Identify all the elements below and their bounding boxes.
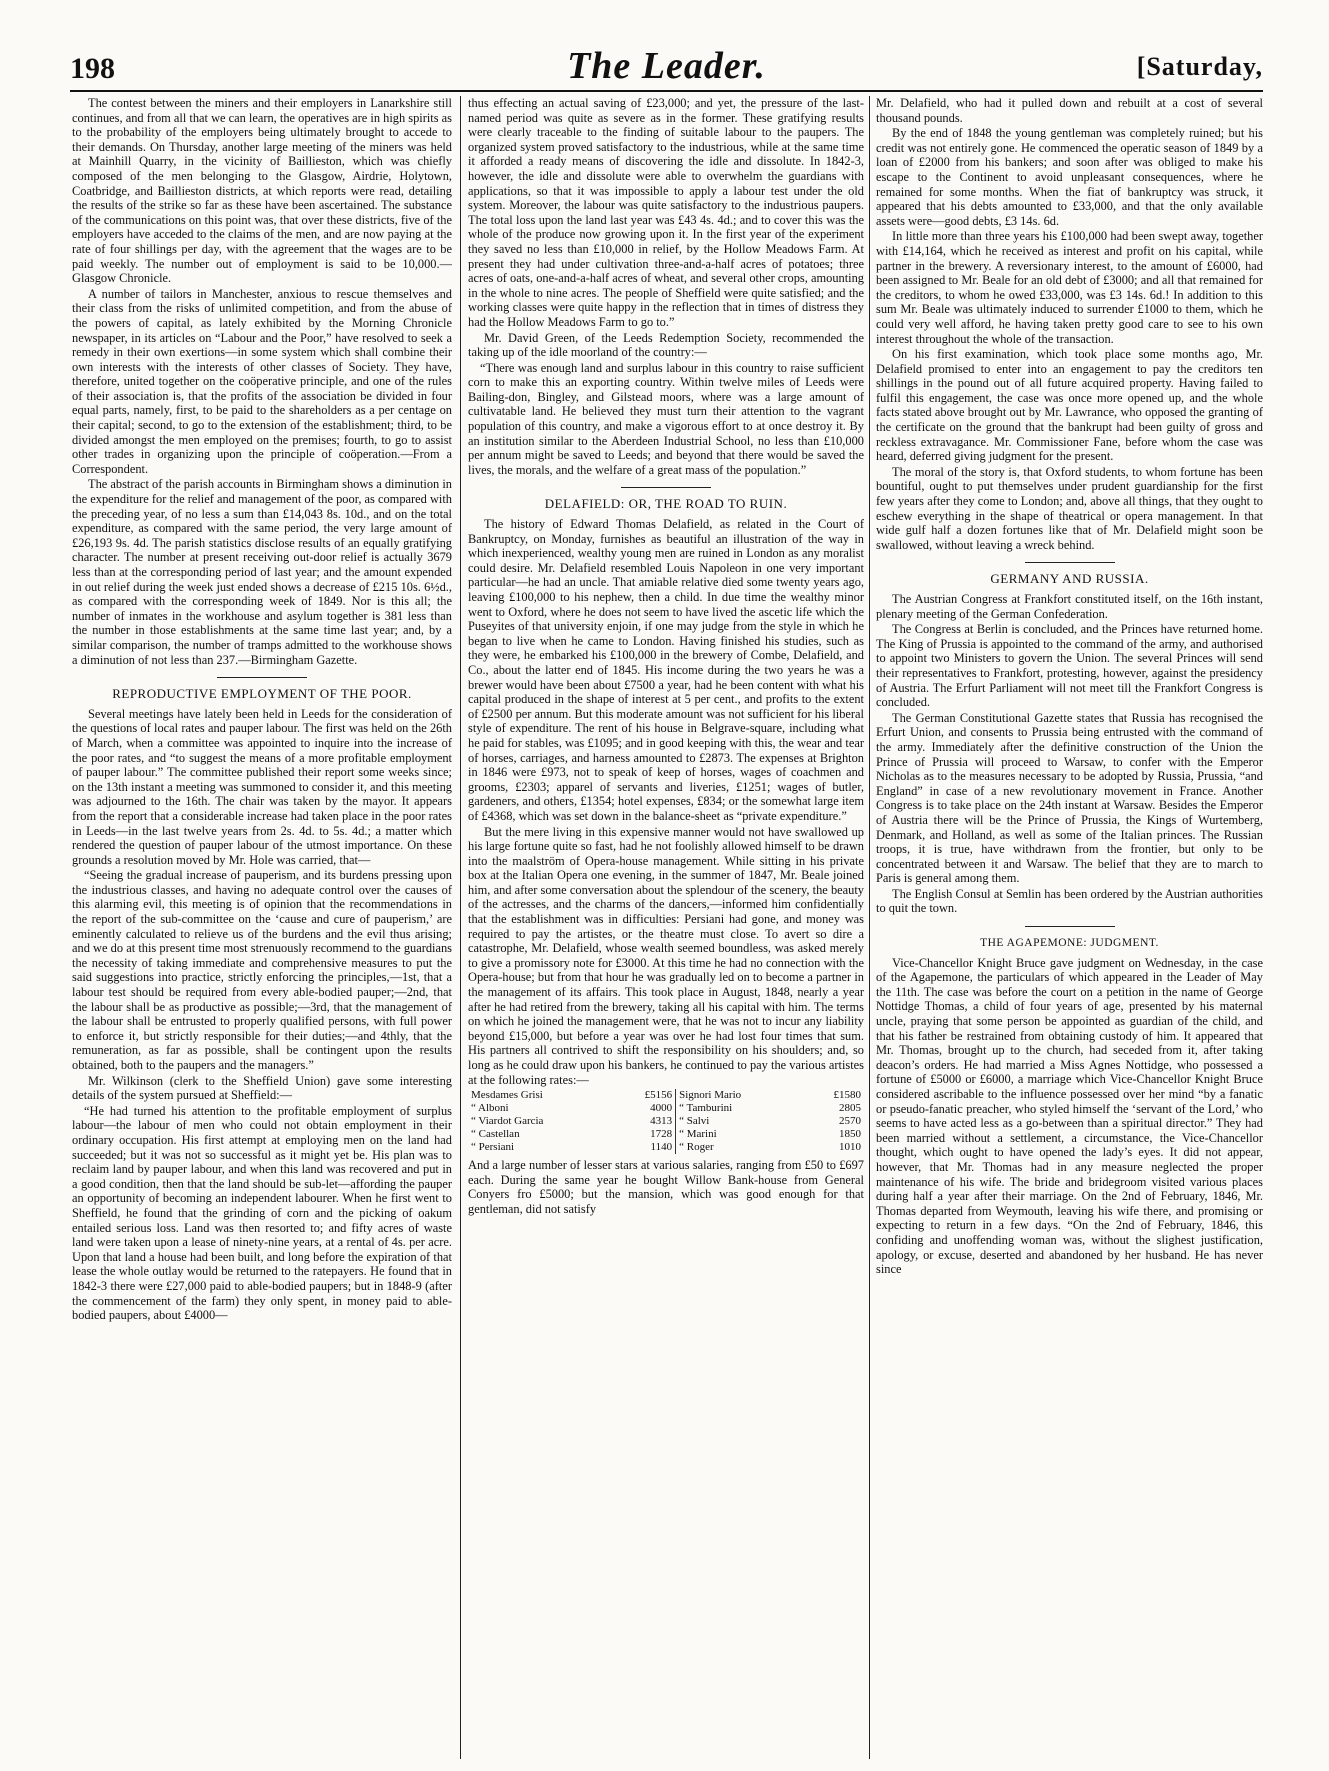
masthead [70, 44, 1263, 92]
section-heading: DELAFIELD: OR, THE ROAD TO RUIN. [544, 496, 788, 512]
section-separator [621, 487, 711, 488]
table-row: “ Viardot Garcia 4313 “ Salvi 2570 [471, 1115, 861, 1128]
table-row: “ Castellan 1728 “ Marini 1850 [471, 1128, 861, 1141]
article-paragraph: Several meetings have lately been held in Leeds for the consideration of the questions of local rates and pauper labour. The first was held on the 26th of March, when a committee was appointed to inquire into the increase of the poor rates, and “to suggest the means of a more profitable employment of pauper labour.” The committee published their report some weeks since; on the 13th instant a meeting was summoned to consider it, and this meeting was adjourned to the 16th. The chair was taken by the mayor. It appears from the report that a considerable increase had taken place in the poor rates in Leeds—in the last twelve years from 2s. 4d. to 5s. 4d.; a matter which rendered the question of pauper labour of the utmost importance. On these grounds a resolution moved by Mr. Hole was carried, that— [72, 706, 452, 867]
section-heading: THE AGAPEMONE: JUDGMENT. [980, 937, 1159, 950]
artistes-salary-table [468, 1089, 864, 1154]
column-divider [869, 96, 870, 1759]
article-paragraph: Mr. Delafield, who had it pulled down and rebuilt at a cost of several thousand pounds. [876, 96, 1263, 125]
issue-day: [Saturday, [1136, 52, 1263, 81]
table-row: “ Persiani 1140 “ Roger 1010 [471, 1141, 861, 1154]
quoted-paragraph: “There was enough land and surplus labour in this country to raise sufficient corn to make this an exporting country. Within twelve miles of Leeds were Bailing-don, Bingley, and Gilstead moors, where was a large amount of cultivatable land. He believed they must turn their attention to the vagrant population of this country, and make a vigorous effort to at once destroy it. By an institution similar to the Aberdeen Industrial School, no less than £10,000 per annum might be saved to Leeds; and beyond that there would be saved the lives, the morals, and the welfare of a great mass of the population.” [468, 360, 864, 477]
article-paragraph: The German Constitutional Gazette states that Russia has recognised the Erfurt Union, and consents to Prussia being entrusted with the command of the army. Immediately after the definitive construction of the Union the Prince of Prussia will proceed to Warsaw, to confer with the Emperor Nicholas as to the measures necessary to be adopted by Russia, Prussia, “and England” in case of a new revolutionary movement in France. Another Congress is to take place on the 24th instant at Warsaw. Besides the Emperor of Austria there will be the Prince of Prussia, the Kings of Wurtemberg, Denmark, and Holland, as well as some of the Italian princes. The Russian troops, it is true, have withdrawn from the frontier, but only to be concentrated between it and Warsaw. The belief that they are to march to Paris is general among them. [876, 710, 1263, 886]
table-row: Mesdames Grisi £5156 Signori Mario £1580 [471, 1089, 861, 1102]
quoted-paragraph: “He had turned his attention to the profitable employment of surplus labour—the labour of men who could not obtain employment in their ordinary occupation. His first attempt at employing men on the land had succeeded; but it was not so successful as it might yet be. His plan was to reclaim land by pauper labour, and when this land was recovered and put in a good condition, then that the land should be sub-let—affording the pauper an opportunity of becoming an independent labourer. When he first went to Sheffield, he found that the grinding of corn and the picking of oakum entailed serious loss. Land was then resorted to; and fifty acres of waste land were taken upon a lease of ninety-nine years, at a rental of 4s. per acre. Upon that land a house had been built, and long before the expiration of that lease the whole outlay would be returned to the ratepayers. He found that in 1842-3 there were £27,000 paid to able-bodied paupers; but in 1848-9 (after the commencement of the farm) they only spent, in money paid to able-bodied paupers, about £4000— [72, 1103, 452, 1323]
article-paragraph: The contest between the miners and their employers in Lanarkshire still continues, and from all that we can learn, the operatives are in high spirits as to the probability of the employers being ultimately brought to accede to their demands. On Thursday, another large meeting of the miners was held at Mainhill Quarry, in the vicinity of Baillieston, which was chiefly composed of the men belonging to the Glasgow, Airdrie, Holytown, Coatbridge, and Baillieston districts, at which reports were read, detailing the results of the strike so far as these have been ascertained. The substance of the communications on this point was, that over these districts, five of the employers have acceded to the claims of the men, and are now paying at the rate of four shillings per day, with the agreement that the wages are to be paid weekly. The number out of employment is said to be 10,000.—Glasgow Chronicle. [72, 96, 452, 286]
section-heading: REPRODUCTIVE EMPLOYMENT OF THE POOR. [112, 686, 412, 702]
article-paragraph: The Congress at Berlin is concluded, and the Princes have returned home. The King of Prussia is appointed to the command of the army, and authorised to appoint two Ministers to govern the Union. The several Princes will send their representatives to Frankfort, protesting, however, against the presidency of Austria. The Erfurt Parliament will not meet till the Frankfort Congress is concluded. [876, 622, 1263, 710]
article-paragraph: In little more than three years his £100,000 had been swept away, together with £14,164, which he received as interest and profit on his capital, while partner in the brewery. A reversionary interest, to the amount of £6000, had been assigned to Mr. Beale for an old debt of £3000; and all that remained for the creditors, to whom he owed £33,000, was £3 14s. 6d.! In addition to this sum Mr. Beale was ultimately induced to surrender £1000 to them, which he could very well afford, he having taken pretty good care to see to his own interest throughout the whole of the transaction. [876, 229, 1263, 346]
article-paragraph: The history of Edward Thomas Delafield, as related in the Court of Bankruptcy, on Monday, furnishes as beautiful an illustration of the way in which inexperienced, wealthy young men are ruined in London as any moralist could desire. Mr. Delafield resembled Louis Napoleon in one very important particular—he had an uncle. That amiable relative died some twenty years ago, leaving £100,000 to his nephew, then a child. In due time the wealthy minor went to Oxford, where he does not seem to have lived the ascetic life which the Puseyites of that university enjoin, if one may judge from the style in which he began to live when he came to London. Having finished his studies, such as they were, he embarked his £100,000 in the brewery of Combe, Delafield, and Co., about the latter end of 1845. His income during the two years he was a brewer would have been about £7500 a year, had he been content with what his capital produced in the shape of interest at 5 per cent., and profits to the extent of £2500 per annum. But this moderate amount was not sufficient for his liberal style of expenditure. The rent of his house in Belgrave-square, including what he paid for stables, was £1095; and in good keeping with this, the wear and tear of horses, carriages, and harness amounted to £2873. The expenses at Brighton in 1846 were £973, not to speak of keep of horses, wages of coachmen and grooms, £2303; apparel of servants and liveries, £1251; wages of butler, gardeners, and others, £1354; hotel expenses, £834; or the somewhat large item of £4368, which was set down in the balance-sheet as “private expenditure.” [468, 517, 864, 823]
article-paragraph: The moral of the story is, that Oxford students, to whom fortune has been bountiful, ought to put themselves under prudent guardianship for the first few years after they come to London; and, above all things, that they ought to eschew everything in the shape of theatrical or opera management. In that wide gulf half a dozen fortunes like that of Mr. Delafield might soon be swallowed, without leaving a wreck behind. [876, 464, 1263, 552]
article-paragraph: Mr. David Green, of the Leeds Redemption Society, recommended the taking up of the idle moorland of the country:— [468, 330, 864, 360]
section-separator [1025, 562, 1115, 563]
article-paragraph: By the end of 1848 the young gentleman was completely ruined; but his credit was not entirely gone. He commenced the operatic season of 1849 by a loan of £2000 from his bankers; and soon after was obliged to make his escape to the Continent to avoid unpleasant consequences, where he remained for some months. When the fiat of bankruptcy was struck, it appeared that his debts amounted to £33,000, and that the only available assets were—good debts, £3 14s. 6d. [876, 126, 1263, 228]
article-paragraph: And a large number of lesser stars at various salaries, ranging from £50 to £697 each. During the same year he bought Willow Bank-house from General Conyers fro £5000; but the mansion, which was good enough for that gentleman, did not satisfy [468, 1158, 864, 1216]
article-paragraph: But the mere living in this expensive manner would not have swallowed up his large fortune quite so fast, had he not foolishly allowed himself to be drawn into the maalström of Opera-house management. While sitting in his private box at the Italian Opera one evening, in the summer of 1847, Mr. Beale joined him, and after some conversation about the splendour of the scenery, the beauty of the actresses, and the charms of the dancers,—informed him confidentially that the establishment was in difficulties: Persiani had gone, and money was required to pay the artistes, or the theatre must close. To avert so dire a catastrophe, Mr. Delafield, whose wealth seemed boundless, was asked merely to give a promissory note for £3000. At this time he had no connection with the Opera-house; but from that hour he was gradually led on to become a partner in the management of its affairs. This took place in August, 1848, nearly a year after he had retired from the brewery, taking all his capital with him. The terms on which he joined the management were, that he was not to incur any liability beyond £15,000, but before a year was over he had lost four times that sum. His partners all contrived to shift the responsibility on his shoulders; and, so long as he could draw upon his bankers, he continued to pay the various artistes at the following rates:— [468, 824, 864, 1087]
section-separator [217, 677, 307, 678]
masthead-rule [70, 90, 1263, 92]
article-paragraph: The Austrian Congress at Frankfort constituted itself, on the 16th instant, plenary meeting of the German Confederation. [876, 592, 1263, 621]
article-paragraph: Mr. Wilkinson (clerk to the Sheffield Union) gave some interesting details of the system pursued at Sheffield:— [72, 1073, 452, 1103]
column-2 [468, 96, 864, 1759]
section-separator [1025, 926, 1115, 927]
column-1 [72, 96, 452, 1759]
column-3 [876, 96, 1263, 1759]
article-paragraph: A number of tailors in Manchester, anxious to rescue themselves and their class from the risks of unlimited competition, and from the abuse of the powers of capital, as lately exhibited by the Morning Chronicle newspaper, in its articles on “Labour and the Poor,” have resolved to seek a remedy in their own exertions—in some system which shall combine their own interests with the interests of other classes of Society. They have, therefore, united together on the coöperative principle, and one of the rules of their association is, that the profits of the association be divided in four equal parts, namely, first, to be paid to the shareholders as a per centage on their capital; second, to go to the extension of the establishment; third, to be divided amongst the men employed on the premises; fourth, to go to assist other trades in organizing upon the principle of coöperation.—From a Correspondent. [72, 286, 452, 476]
table-row: “ Alboni 4000 “ Tamburini 2805 [471, 1102, 861, 1115]
article-paragraph: The abstract of the parish accounts in Birmingham shows a diminution in the expenditure for the relief and management of the poor, as compared with the preceding year, of no less a sum than £14,043 8s. 10d., and on the total expenditure, as compared with the same period, the very large amount of £26,193 9s. 4d. The parish statistics disclose results of an equally gratifying character. The number at present receiving out-door relief is actually 3679 less than at the corresponding period of last year; and the amount expended in out relief during the week just ended shows a decrease of £215 10s. 6½d., as compared with the corresponding week of 1849. Nor is this all; the number of inmates in the workhouse and asylum together is 381 less than the number in those establishments at the same time last year; and, by a similar comparison, the number of tramps admitted to the workhouse shows a diminution of not less than 237.—Birmingham Gazette. [72, 477, 452, 667]
article-paragraph: thus effecting an actual saving of £23,000; and yet, the pressure of the last-named period was quite as severe as in the former. These gratifying results were clearly traceable to the finding of suitable labour to the paupers. The organized system proved satisfactory to the industrious, while at the same time it afforded a ready means of discovering the idle and dissolute. In 1842-3, however, the idle and dissolute were able to overwhelm the guardians with applications, so that it was impossible to apply a labour test under the old system. Moreover, the labour was quite satisfactory to the industrious paupers. The total loss upon the land last year was £43 4s. 4d.; and to cover this was the whole of the produce now growing upon it. In the first year of the experiment they saved no less than £10,000 in relief, by the Hollow Meadows Farm. At present they had under cultivation three-and-a-half acres of potatoes; three acres of oats, one-and-a-half acres of wheat, and several other crops, amounting in the whole to nine acres. The people of Sheffield were quite satisfied; and the working classes were quite happy in the reflection that in times of distress they had the Hollow Meadows Farm to go to.” [468, 96, 864, 329]
article-paragraph: On his first examination, which took place some months ago, Mr. Delafield promised to enter into an engagement to pay the creditors ten shillings in the pound out of all future acquired property. Having failed to fulfil this engagement, the case was once more opened up, and the whole facts stated above brought out by Mr. Lawrance, who opposed the granting of the certificate on the ground that the bankrupt had been guilty of gross and reckless extravagance. Mr. Commissioner Fane, before whom the case was heard, deferred giving judgment for the present. [876, 347, 1263, 464]
page-number: 198 [70, 52, 115, 85]
article-paragraph: Vice-Chancellor Knight Bruce gave judgment on Wednesday, in the case of the Agapemone, the particulars of which appeared in the Leader of May the 11th. The case was before the court on a petition in the name of George Nottidge Thomas, a child of four years of age, presented by his maternal uncle, praying that some person be appointed as guardian of the child, and that his father be restrained from obtaining custody of him. It appeared that Mr. Thomas, brought up to the church, had seceded from it, after taking deacon’s orders. He had married a Miss Agnes Nottidge, who possessed a fortune of £5000 or £6000, a marriage which Vice-Chancellor Knight Bruce considered ascribable to the influence possessed over her mind “by a fanatic or pseudo-fanatic preacher, who styled himself the ‘servant of the Lord,’ who seems to have acted less as a go-between than a spiritual director.” They had been married without a settlement, a circumstance, the Vice-Chancellor thought, which ought to have opened the lady’s eyes. It did not appear, however, that Mr. Thomas had in any measure neglected the proper maintenance of his wife. The bride and bridegroom visited various places during half a year after their marriage. On the 2nd of February, 1846, Mr. Thomas departed from Weymouth, leaving his wife there, and promising or expecting to return in a few days. “On the 2nd of February, 1846, this confiding and unoffending woman was, without the slighest justification, apology, or excuse, deserted and abandoned by her husband. He has never since [876, 955, 1263, 1277]
article-paragraph: The English Consul at Semlin has been ordered by the Austrian authorities to quit the town. [876, 886, 1263, 916]
column-divider [460, 96, 461, 1759]
newspaper-title: The Leader. [567, 45, 766, 87]
quoted-paragraph: “Seeing the gradual increase of pauperism, and its burdens pressing upon the industrious classes, and having no adequate control over the causes of this alarming evil, this meeting is of opinion that the recommendations in the report of the sub-committee on the ‘cause and cure of pauperism,’ are eminently calculated to relieve us of the burdens and the evil thus arising; and we do at this present time most strenuously recommend to the guardians the necessity of taking immediate and comprehensive measures to put the said suggestions into practice, strictly enforcing the principles,—1st, that a labour test should be required from every able-bodied pauper;—2nd, that the labour shall be as productive as possible;—3rd, that the management of the labour shall be entrusted to properly qualified persons, with full power to enforce it, but strictly responsible for their duties;—and 4thly, that the remuneration, as far as possible, shall be contingent upon the results obtained, both to the paupers and the managers.” [72, 868, 452, 1072]
section-heading: GERMANY AND RUSSIA. [990, 571, 1149, 587]
